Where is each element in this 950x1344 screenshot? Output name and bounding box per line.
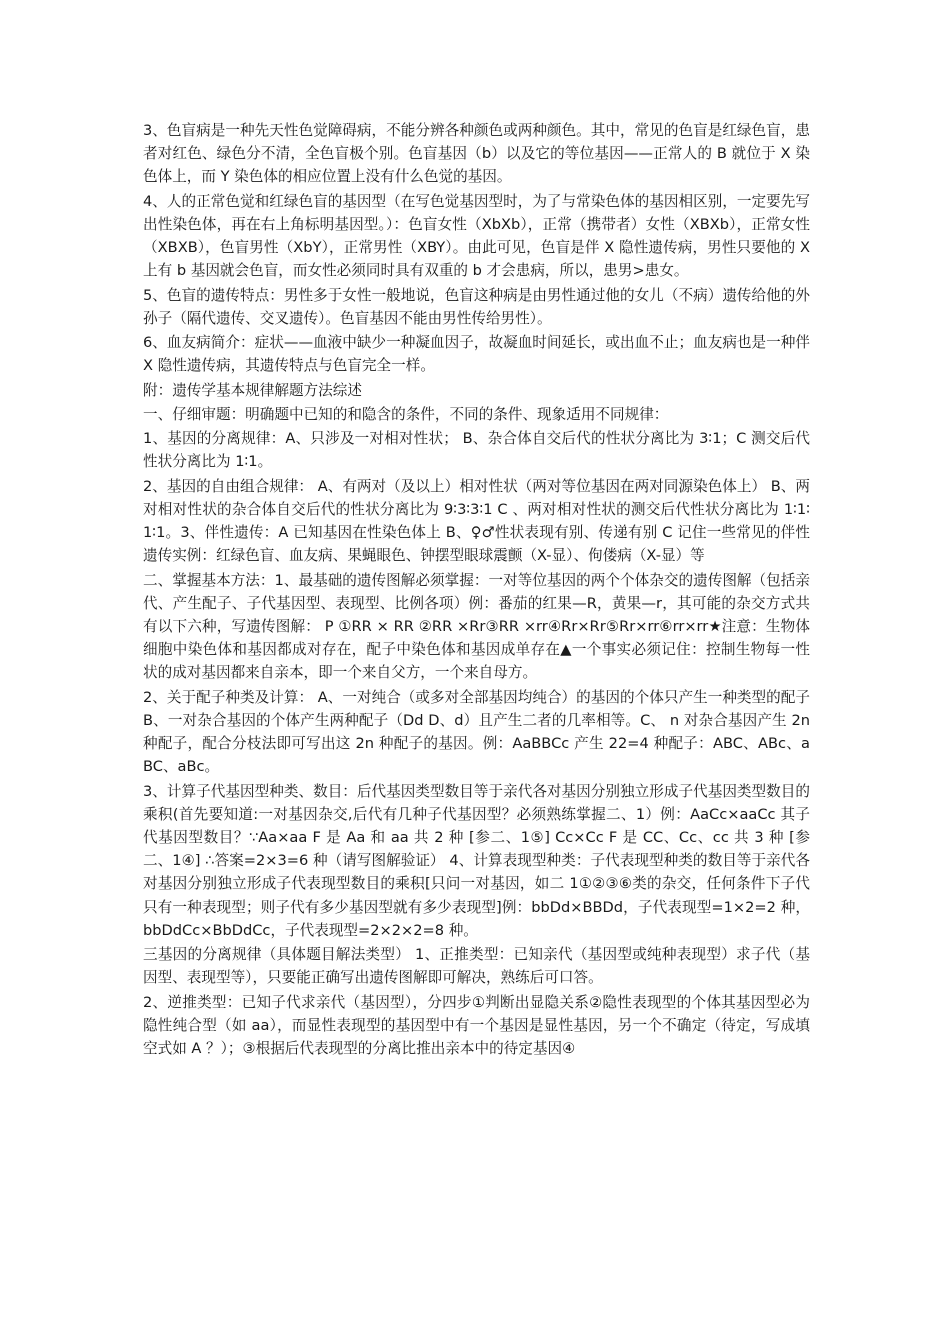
paragraph-color-blindness-inheritance: 5、色盲的遗传特点：男性多于女性一般地说，色盲这种病是由男性通过他的女儿（不病）遗传给他的外孙子（隔代遗传、交叉遗传）。色盲基因不能由男性传给男性）。: [143, 286, 810, 327]
document-page: [143, 119, 810, 1061]
paragraph-hemophilia: 6、血友病简介：症状——血液中缺少一种凝血因子，故凝血时间延长，或出血不止；血友病也是一种伴 X 隐性遗传病，其遗传特点与色盲完全一样。: [143, 334, 810, 375]
paragraph-gamete-types: 2、关于配子种类及计算： A、一对纯合（或多对全部基因均纯合）的基因的个体只产生一种类型的配子 B、一对杂合基因的个体产生两种配子（Dd D、d）且产生二者的几率相等。C、 n 对杂合基因产生 2n 种配子，配合分枝法即可写出这 2n 种配子的基因。例：AaBBCc 产生 22=4 种配子：ABC、ABc、aBC、aBc。: [143, 688, 811, 776]
paragraph-section-one-heading: 一、仔细审题：明确题中已知的和隐含的条件，不同的条件、现象适用不同规律：: [143, 405, 669, 423]
paragraph-color-blindness-intro: 3、色盲病是一种先天性色觉障碍病，不能分辨各种颜色或两种颜色。其中，常见的色盲是红绿色盲，患者对红色、绿色分不清，全色盲极个别。色盲基因（b）以及它的等位基因——正常人的 B 就位于 X 染色体上，而 Y 染色体的相应位置上没有什么色觉的基因。: [143, 122, 810, 186]
paragraph-appendix-heading: 附：遗传学基本规律解题方法综述: [143, 381, 362, 399]
paragraph-segregation-law: 1、基因的分离规律：A、只涉及一对相对性状； B、杂合体自交后代的性状分离比为 3∶1；C 测交后代性状分离比为 1∶1。: [143, 430, 810, 471]
paragraph-basic-methods: 二、掌握基本方法：1、最基础的遗传图解必须掌握：一对等位基因的两个个体杂交的遗传图解（包括亲代、产生配子、子代基因型、表现型、比例各项）例：番茄的红果—R，黄果—r，其可能的杂交方式共有以下六种，写遗传图解： P ①RR × RR ②RR ×Rr③RR ×rr④Rr×Rr⑤Rr×rr⑥rr×rr★注意：生物体细胞中染色体和基因都成对存在，配子中染色体和基因成单存在▲一个事实必须记住：控制生物每一性状的成对基因都来自亲本，即一个来自父方，一个来自母方。: [143, 571, 810, 682]
paragraph-offspring-genotypes: 3、计算子代基因型种类、数目：后代基因类型数目等于亲代各对基因分别独立形成子代基因类型数目的乘积(首先要知道:一对基因杂交,后代有几种子代基因型？必须熟练掌握二、1）例：AaCc×aaCc 其子代基因型数目？∵Aa×aa F 是 Aa 和 aa 共 2 种 [参二、1⑤] Cc×Cc F 是 CC、Cc、cc 共 3 种 [参二、1④] ∴答案=2×3=6 种（请写图解验证） 4、计算表现型种类：子代表现型种类的数目等于亲代各对基因分别独立形成子代表现型数目的乘积[只问一对基因，如二 1①②③⑥类的杂交，任何条件下子代只有一种表现型；则子代有多少基因型就有多少表现型]例：bbDd×BBDd，子代表现型=1×2=2 种，bbDdCc×BbDdCc，子代表现型=2×2×2=8 种。: [143, 782, 810, 939]
paragraph-color-vision-genotypes: 4、人的正常色觉和红绿色盲的基因型（在写色觉基因型时，为了与常染色体的基因相区别，一定要先写出性染色体，再在右上角标明基因型。）：色盲女性（XbXb），正常（携带者）女性（XBXb），正常女性（XBXB），色盲男性（XbY），正常男性（XBY）。由此可见，色盲是伴 X 隐性遗传病，男性只要他的 X 上有 b 基因就会色盲，而女性必须同时具有双重的 b 才会患病，所以，患男>患女。: [143, 192, 810, 280]
paragraph-section-three-forward: 三基因的分离规律（具体题目解法类型） 1、正推类型：已知亲代（基因型或纯种表现型）求子代（基因型、表现型等），只要能正确写出遗传图解即可解决，熟练后可口答。: [143, 946, 810, 987]
paragraph-reverse-inference: 2、逆推类型：已知子代求亲代（基因型），分四步①判断出显隐关系②隐性表现型的个体其基因型必为隐性纯合型（如 aa），而显性表现型的基因型中有一个基因是显性基因，另一个不确定（待定，写成填空式如 A ？）；③根据后代表现型的分离比推出亲本中的待定基因④: [143, 993, 810, 1058]
paragraph-independent-assortment: 2、基因的自由组合规律： A、有两对（及以上）相对性状（两对等位基因在两对同源染色体上） B、两对相对性状的杂合体自交后代的性状分离比为 9∶3∶3∶1 C 、两对相对性状的测交后代性状分离比为 1∶1∶1∶1。3、伴性遗传：A 已知基因在性染色体上 B、♀♂性状表现有别、传递有别 C 记住一些常见的伴性遗传实例：红绿色盲、血友病、果蝇眼色、钟摆型眼球震颤（X-显）、佝偻病（X-显）等: [143, 477, 810, 565]
